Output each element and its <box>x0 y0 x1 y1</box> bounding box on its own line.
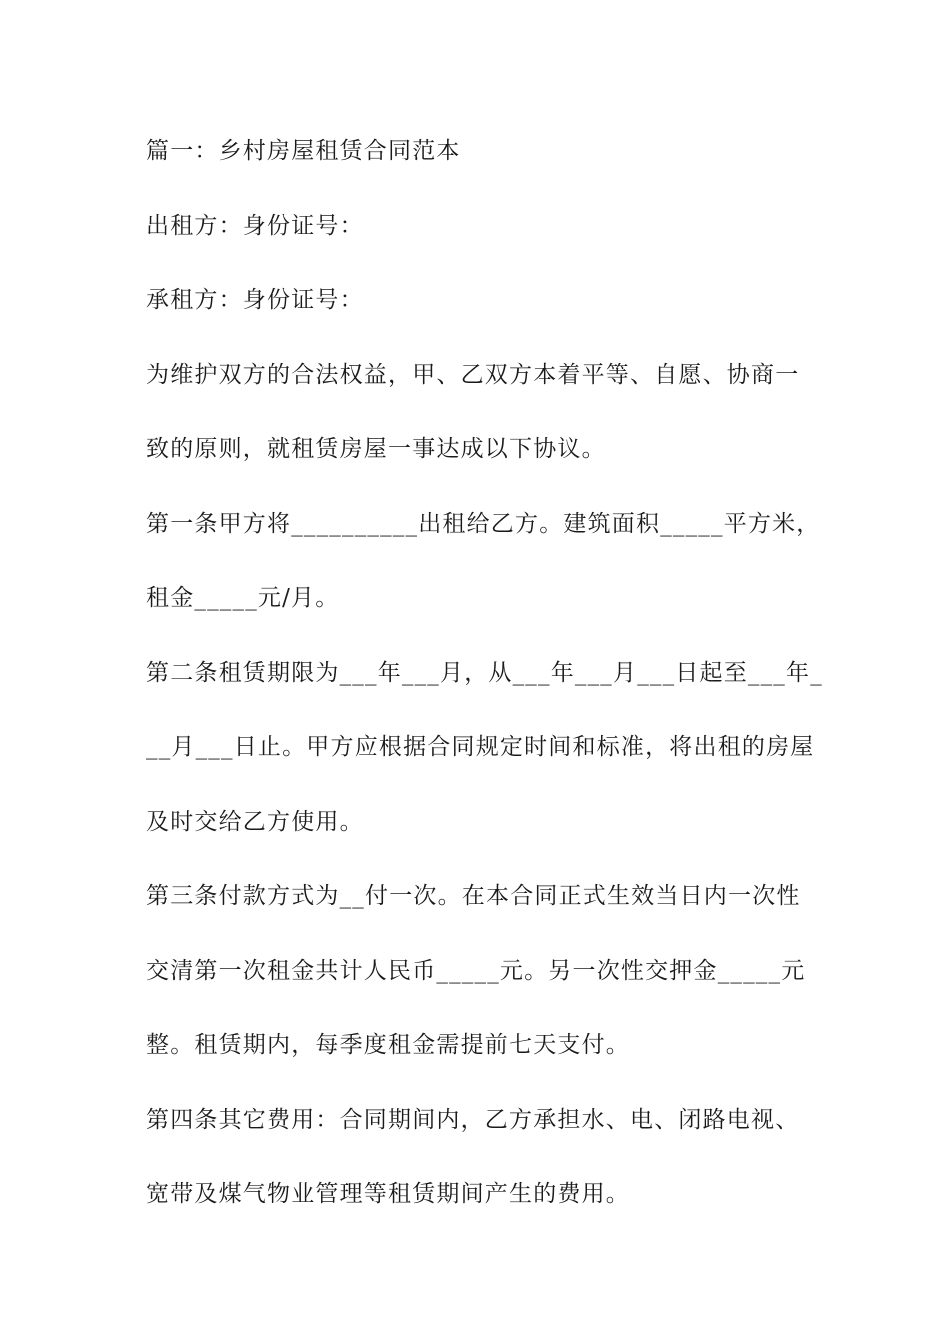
article-3-line: 交清第一次租金共计人民币_____元。另一次性交押金_____元 <box>146 957 806 984</box>
lessee-line: 承租方：身份证号： <box>146 287 364 313</box>
lessor-line: 出租方：身份证号： <box>146 212 364 239</box>
article-3-line: 整。租赁期内，每季度租金需提前七天支付。 <box>146 1032 630 1058</box>
article-2-line: 及时交给乙方使用。 <box>146 808 364 835</box>
article-4-line: 第四条其它费用：合同期间内，乙方承担水、电、闭路电视、 <box>146 1106 800 1133</box>
article-2-line: 第二条租赁期限为___年___月，从___年___月___日起至___年_ <box>146 659 823 686</box>
preamble-line: 致的原则，就租赁房屋一事达成以下协议。 <box>146 436 606 462</box>
document-body <box>146 127 823 1245</box>
preamble-line: 为维护双方的合法权益，甲、乙双方本着平等、自愿、协商一 <box>146 361 800 388</box>
article-4-line: 宽带及煤气物业管理等租赁期间产生的费用。 <box>146 1181 630 1207</box>
document-title: 篇一：乡村房屋租赁合同范本 <box>146 138 461 164</box>
article-1-line: 租金_____元/月。 <box>146 585 340 611</box>
article-2-line: __月___日止。甲方应根据合同规定时间和标准，将出租的房屋 <box>146 734 815 760</box>
article-1-line: 第一条甲方将__________出租给乙方。建筑面积_____平方米， <box>146 510 821 537</box>
article-3-line: 第三条付款方式为__付一次。在本合同正式生效当日内一次性 <box>146 883 801 909</box>
